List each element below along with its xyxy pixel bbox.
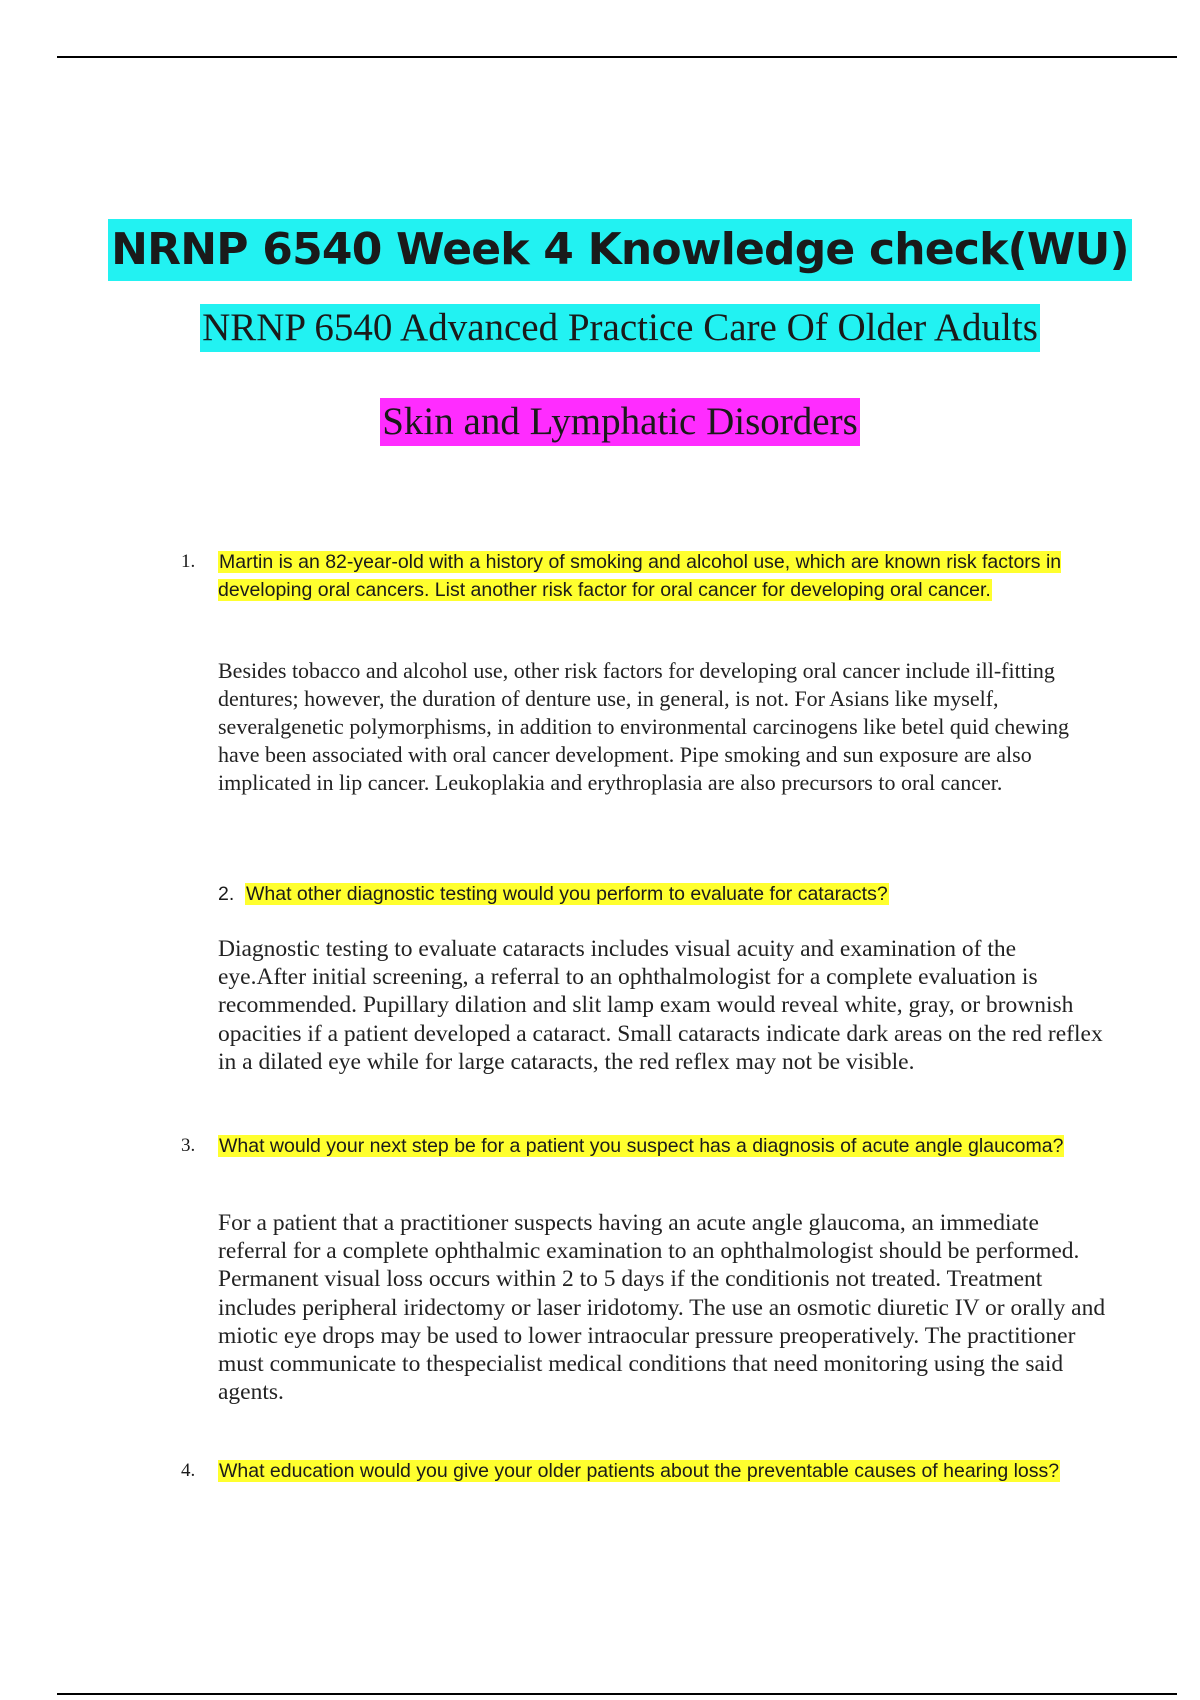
question-highlight: What other diagnostic testing would you perform to evaluate for cataracts? <box>246 883 888 905</box>
topic-block <box>0 398 1200 446</box>
question-text <box>218 548 1098 604</box>
answer-text: Diagnostic testing to evaluate cataracts includes visual acuity and examination of the eye.After initial screening, a referral to an ophthalmologist for a complete evaluation is recommended. Pupillary dilation and slit lamp exam would reveal white, gray, or brownish opacities if a patient developed a cataract. Small cataracts indicate dark areas on the red reflex in a dilated eye while for large cataracts, the red reflex may not be visible. <box>218 936 1103 1075</box>
question-number: 1. <box>181 551 196 572</box>
document-title: NRNP 6540 Week 4 Knowledge check(WU) <box>108 219 1132 281</box>
topic-heading: Skin and Lymphatic Disorders <box>380 398 860 446</box>
question-highlight: What would your next step be for a patient you suspect has a diagnosis of acute angle glaucoma? <box>219 1135 1064 1157</box>
question-number: 4. <box>181 1460 196 1481</box>
question-highlight: What education would you give your older patients about the preventable causes of hearing loss? <box>219 1460 1060 1482</box>
question-text <box>245 880 1125 908</box>
course-block <box>0 304 1200 352</box>
top-rule <box>57 56 1177 58</box>
question-highlight: Martin is an 82-year-old with a history of smoking and alcohol use, which are known risk factors in developing oral cancers. List another risk factor for oral cancer for developing oral cancer. <box>218 551 1062 601</box>
title-block <box>0 219 1200 281</box>
answer-text: For a patient that a practitioner suspects having an acute angle glaucoma, an immediate referral for a complete ophthalmic examination to an ophthalmologist should be performed. Permanent visual loss occurs within 2 to 5 days if the conditionis not treated. Treatment includes peripheral iridectomy or laser iridotomy. The use an osmotic diuretic IV or orally and miotic eye drops may be used to lower intraocular pressure preoperatively. The practitioner must communicate to thespecialist medical conditions that need monitoring using the said agents. <box>218 1210 1106 1406</box>
answer-text: Besides tobacco and alcohol use, other risk factors for developing oral cancer include ill-fitting dentures; however, the duration of denture use, in general, is not. For Asians like myself, severalgenetic polymorphisms, in addition to environmental carcinogens like betel quid chewing have been associated with oral cancer development. Pipe smoking and sun exposure are also implicated in lip cancer. Leukoplakia and erythroplasia are also precursors to oral cancer. <box>218 658 1070 795</box>
course-subtitle: NRNP 6540 Advanced Practice Care Of Older Adults <box>200 304 1040 352</box>
question-text <box>218 1457 1098 1485</box>
question-text <box>218 1132 1098 1160</box>
question-number: 2. <box>218 883 235 905</box>
question-number: 3. <box>181 1135 196 1156</box>
bottom-rule <box>57 1693 1177 1695</box>
